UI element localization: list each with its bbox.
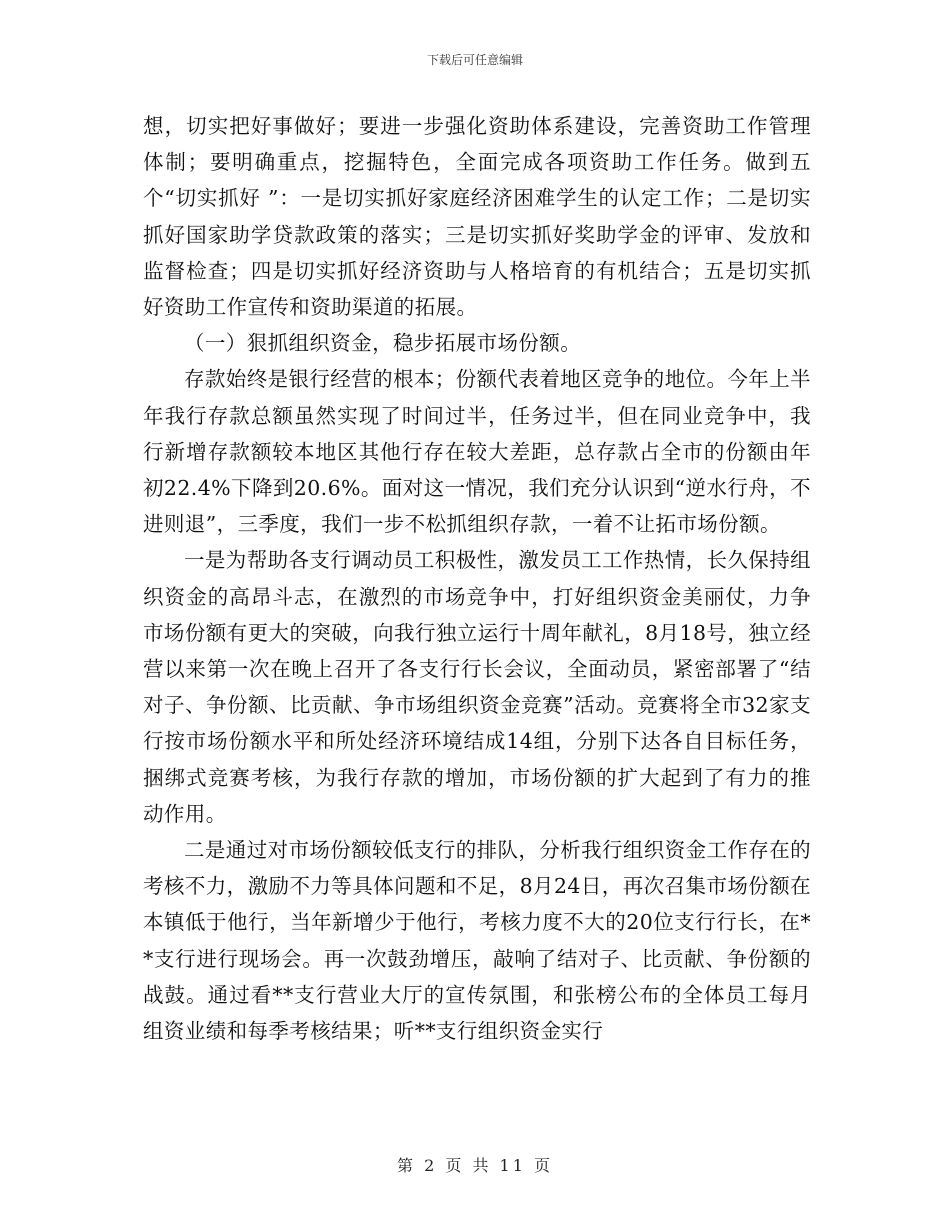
paragraph-deposits: 存款始终是银行经营的根本；份额代表着地区竞争的地位。今年上半年我行存款总额虽然实现了时间过半，任务过半，但在同业竞争中，我行新增存款额较本地区其他行存在较大差距，总存款占全市的份额由年初22.4%下降到20.6%。面对这一情况，我们充分认识到“逆水行舟，不进则退”，三季度，我们一步不松抓组织存款，一着不让拓市场份额。 xyxy=(143,367,811,537)
page-header-note: 下载后可任意编辑 xyxy=(426,53,523,67)
paragraph-continuation: 想，切实把好事做好；要进一步强化资助体系建设，完善资助工作管理体制；要明确重点，挖掘特色，全面完成各项资助工作任务。做到五个“切实抓好 ”：一是切实抓好家庭经济困难学生的认定工作；二是切实抓好国家助学贷款政策的落实；三是切实抓好奖助学金的评审、发放和监督检查；四是切实抓好经济资助与人格培育的有机结合；五是切实抓好资助工作宣传和资助渠道的拓展。 xyxy=(143,114,811,320)
section-heading: （一）狠抓组织资金，稳步拓展市场份额。 xyxy=(184,331,582,356)
paragraph-point-one: 一是为帮助各支行调动员工积极性，激发员工工作热情，长久保持组织资金的高昂斗志，在激烈的市场竞争中，打好组织资金美丽仗，力争市场份额有更大的突破，向我行独立运行十周年献礼，8月18号，独立经营以来第一次在晚上召开了各支行行长会议，全面动员，紧密部署了“结对子、争份额、比贡献、争市场组织资金竞赛”活动。竞赛将全市32家支行按市场份额水平和所处经济环境结成14组，分别下达各自目标任务，捆绑式竞赛考核，为我行存款的增加，市场份额的扩大起到了有力的推动作用。 xyxy=(143,548,811,826)
document-body xyxy=(143,108,811,1049)
page-number-footer: 第 2 页 共 11 页 xyxy=(397,1156,553,1175)
paragraph-point-two: 二是通过对市场份额较低支行的排队，分析我行组织资金工作存在的考核不力，激励不力等具体问题和不足，8月24日，再次召集市场份额在本镇低于他行，当年新增少于他行，考核力度不大的20位支行行长，在**支行进行现场会。再一次鼓劲增压，敲响了结对子、比贡献、争份额的战鼓。通过看**支行营业大厅的宣传氛围，和张榜公布的全体员工每月组资业绩和每季考核结果；听**支行组织资金实行 xyxy=(143,838,811,1044)
